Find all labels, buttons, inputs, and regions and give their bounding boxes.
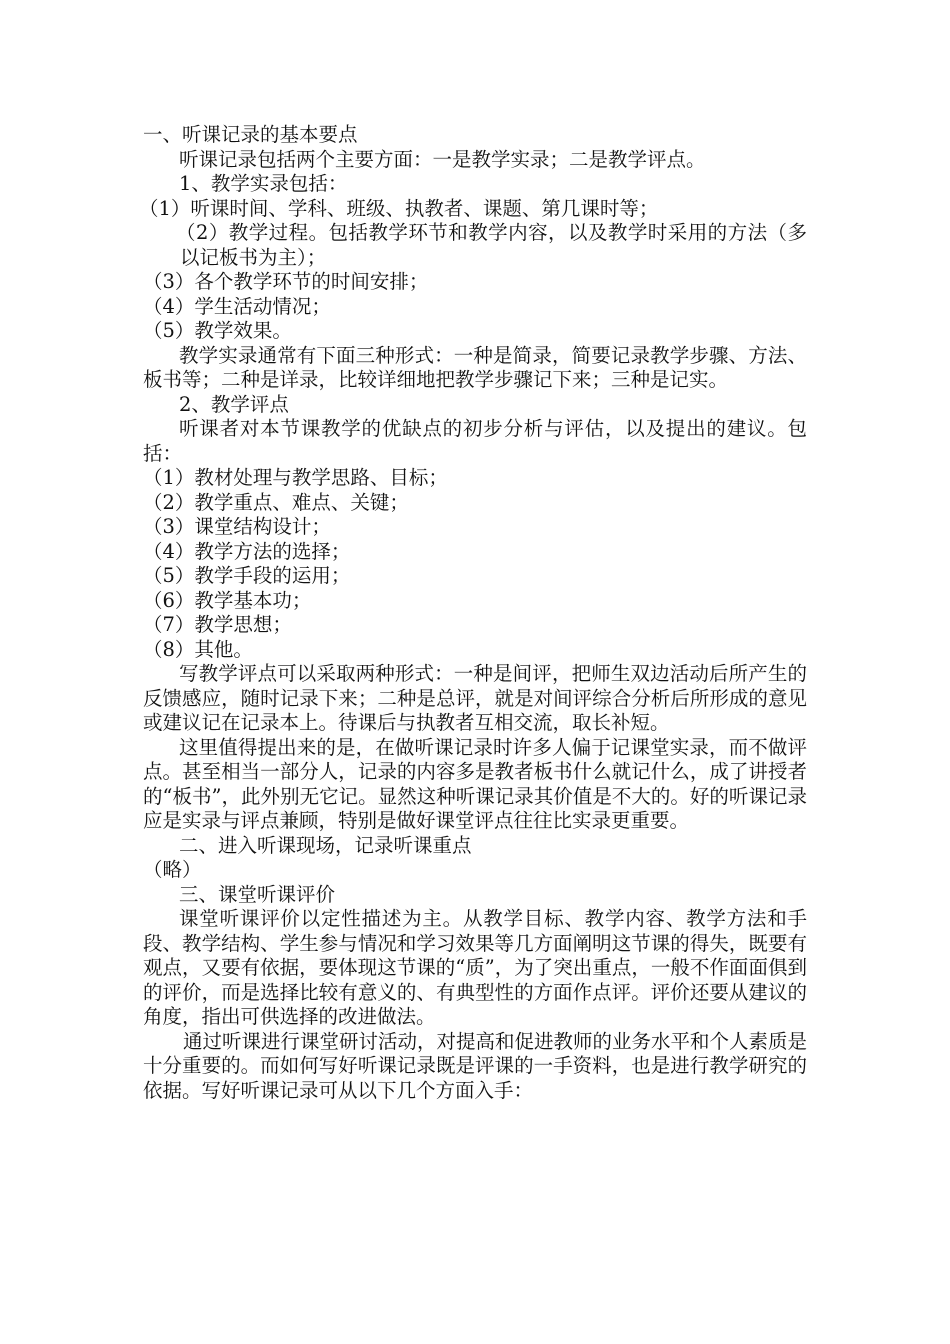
list-item: （4）教学方法的选择；	[143, 539, 351, 563]
list-item: （2）教学过程。包括教学环节和教学内容，以及教学时采用的方法（多以记板书为主）；	[176, 221, 807, 269]
note: （略）	[143, 858, 202, 881]
document-body	[139, 123, 808, 1103]
paragraph: 听课者对本节课教学的优缺点的初步分析与评估，以及提出的建议。包括：	[143, 417, 807, 465]
paragraph: 听课记录包括两个主要方面：一是教学实录；二是教学评点。	[179, 147, 706, 171]
paragraph: 通过听课进行课堂研讨活动，对提高和促进教师的业务水平和个人素质是十分重要的。而如何写好听课记录既是评课的一手资料，也是进行教学研究的依据。写好听课记录可从以下几个方面入手：	[143, 1029, 808, 1102]
list-item: （4）学生活动情况；	[143, 294, 331, 318]
paragraph: 这里值得提出来的是，在做听课记录时许多人偏于记课堂实录，而不做评点。甚至相当一部分人，记录的内容多是教者板书什么就记什么，成了讲授者的“板书”，此外别无它记。显然这种听课记录其价值是不大的。好的听课记录应是实录与评点兼顾，特别是做好课堂评点往往比实录更重要。	[143, 735, 807, 832]
section-heading-1: 一、听课记录的基本要点	[143, 123, 358, 146]
paragraph: 写教学评点可以采取两种形式：一种是间评，把师生双边活动后所产生的反馈感应，随时记录下来；二种是总评，就是对间评综合分析后所形成的意见或建议记在记录本上。待课后与执教者互相交流，取长补短。	[143, 662, 807, 734]
paragraph: 教学实录通常有下面三种形式：一种是简录，简要记录教学步骤、方法、板书等；二种是详录，比较详细地把教学步骤记下来；三种是记实。	[143, 343, 807, 391]
subheading: 1、教学实录包括：	[179, 172, 348, 195]
list-item: （1）教材处理与教学思路、目标；	[143, 466, 448, 489]
section-heading-3: 三、课堂听课评价	[179, 882, 336, 906]
list-item: （6）教学基本功；	[143, 588, 312, 612]
subheading: 2、教学评点	[179, 392, 289, 416]
list-item: （3）各个教学环节的时间安排；	[143, 270, 429, 293]
list-item: （8）其他。	[143, 637, 253, 661]
list-item: （1）听课时间、学科、班级、执教者、课题、第几课时等；	[139, 196, 659, 220]
list-item: （5）教学效果。	[143, 319, 292, 342]
list-item: （5）教学手段的运用；	[143, 564, 351, 587]
paragraph: 课堂听课评价以定性描述为主。从教学目标、教学内容、教学方法和手段、教学结构、学生参与情况和学习效果等几方面阐明这节课的得失，既要有观点，又要有依据，要体现这节课的“质”，为了突出重点，一般不作面面俱到的评价，而是选择比较有意义的、有典型性的方面作点评。评价还要从建议的角度，指出可供选择的改进做法。	[143, 907, 807, 1028]
list-item: （7）教学思想；	[143, 613, 292, 636]
list-item: （3）课堂结构设计；	[143, 515, 331, 538]
section-heading-2: 二、进入听课现场，记录听课重点	[179, 833, 472, 857]
list-item: （2）教学重点、难点、关键；	[143, 490, 409, 514]
